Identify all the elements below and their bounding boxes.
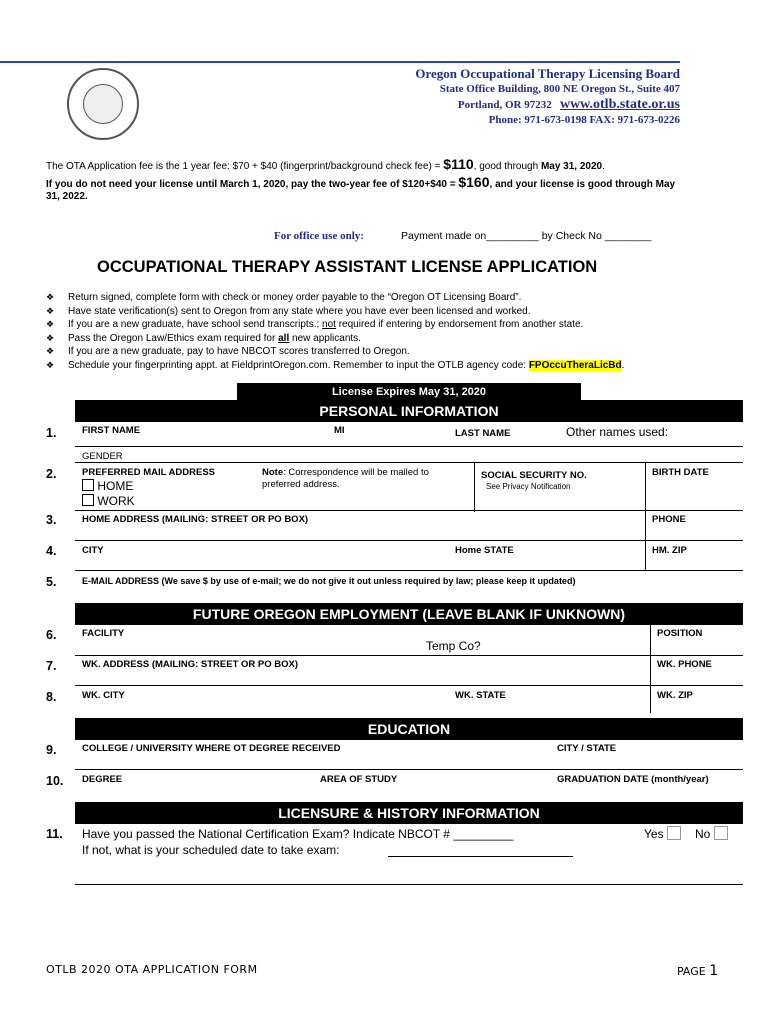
instruction-item [46, 359, 624, 373]
instruction-text: Schedule your fingerprinting appt. at FieldprintOregon.com. Remember to input the OTLB agency code: [68, 359, 529, 371]
row-divider [75, 685, 743, 686]
section-education: EDUCATION [75, 718, 743, 740]
instruction-period: . [621, 359, 625, 371]
column-divider [650, 625, 651, 655]
yes-checkbox[interactable] [667, 826, 681, 840]
work-option[interactable] [82, 494, 135, 508]
mail-note-label: Note [262, 467, 284, 478]
fee-line-2-good-through: , and your license is good through May [489, 179, 676, 190]
wk-state-field[interactable]: WK. STATE [455, 690, 506, 701]
footer-page-label: PAGE [677, 965, 710, 978]
board-city-line [458, 97, 680, 113]
column-divider [650, 685, 651, 713]
row-divider [75, 510, 743, 511]
home-state-field[interactable]: Home STATE [455, 545, 514, 556]
office-use-label: For office use only: [274, 230, 364, 242]
section-future-employment: FUTURE OREGON EMPLOYMENT (LEAVE BLANK IF UNKNOWN) [75, 603, 743, 625]
row-divider [75, 540, 743, 541]
instruction-item [46, 305, 624, 319]
wk-zip-field[interactable]: WK. ZIP [657, 690, 693, 701]
degree-field[interactable]: DEGREE [82, 774, 123, 785]
board-phone-fax: Phone: 971-673-0198 FAX: 971-673-0226 [488, 114, 680, 126]
home-address-field[interactable]: HOME ADDRESS (MAILING: STREET OR PO BOX) [82, 514, 309, 525]
fee-line-1-end: . [602, 161, 605, 172]
preferred-mail-label: PREFERRED MAIL ADDRESS [82, 467, 216, 478]
instructions-list [46, 291, 624, 372]
mail-note-text: : Correspondence will be mailed to [283, 467, 429, 478]
fee-line-1-good-through: , good through [473, 161, 541, 172]
home-option[interactable] [82, 479, 133, 493]
row-number: 7. [46, 659, 57, 673]
office-payment-line: Payment made on_________ by Check No ________ [401, 230, 652, 242]
column-divider [645, 510, 646, 540]
row-divider [75, 446, 743, 447]
college-city-state-field[interactable]: CITY / STATE [557, 743, 617, 754]
instruction-text-rest: required if entering by endorsement from another state. [335, 319, 584, 330]
footer-form-name: OTLB 2020 OTA APPLICATION FORM [46, 963, 258, 976]
instruction-item [46, 291, 624, 305]
position-field[interactable]: POSITION [657, 628, 703, 639]
work-option-label: WORK [97, 494, 135, 508]
board-city: Portland, OR 97232 [457, 99, 552, 111]
fee-1-year-amount: $110 [443, 156, 474, 172]
column-divider [650, 655, 651, 685]
fee-line-3: 31, 2022. [46, 191, 88, 202]
facility-field[interactable]: FACILITY [82, 628, 125, 639]
row-divider [75, 570, 743, 571]
home-checkbox[interactable] [82, 479, 94, 491]
row-number: 3. [46, 513, 57, 527]
row-divider [75, 462, 743, 463]
email-field[interactable]: E-MAIL ADDRESS (We save $ by use of e-mail; we do not give it out unless required by law; please keep it updated) [82, 576, 576, 586]
fee-line-2-text: If you do not need your license until March 1, 2020, pay the two-year fee of $120+$40 = [46, 179, 459, 190]
privacy-notification-link[interactable]: See Privacy Notification [486, 482, 571, 491]
instruction-item [46, 318, 624, 332]
graduation-date-field[interactable]: GRADUATION DATE (month/year) [557, 774, 709, 785]
other-names-field[interactable]: Other names used: [566, 425, 669, 439]
mail-note-line-2: preferred address. [262, 479, 340, 490]
first-name-field[interactable]: FIRST NAME [82, 425, 141, 436]
header-rule [0, 61, 680, 63]
row-divider [75, 655, 743, 656]
area-of-study-field[interactable]: AREA OF STUDY [320, 774, 398, 785]
instruction-text: Pass the Oregon Law/Ethics exam required for [68, 332, 279, 344]
row-divider [75, 884, 743, 885]
column-divider [645, 540, 646, 570]
ssn-field[interactable]: SOCIAL SECURITY NO. [481, 470, 587, 481]
fee-2-year-amount: $160 [458, 174, 490, 190]
row-number: 6. [46, 628, 57, 642]
fee-line-2 [46, 174, 675, 190]
exam-date-input[interactable] [388, 856, 573, 857]
instruction-all-emphasis: all [278, 332, 290, 344]
section-licensure-history: LICENSURE & HISTORY INFORMATION [75, 802, 743, 824]
column-divider [645, 462, 646, 512]
row-number: 5. [46, 575, 57, 589]
column-divider [474, 462, 475, 512]
city-field[interactable]: CITY [82, 545, 104, 556]
no-option[interactable] [695, 826, 728, 841]
agency-code-highlight: FPOccuTheraLicBd [528, 359, 622, 371]
birth-date-field[interactable]: BIRTH DATE [652, 467, 709, 478]
board-website-link[interactable]: www.otlb.state.or.us [559, 97, 680, 112]
row-number: 10. [46, 774, 64, 788]
row-number: 11. [46, 827, 63, 841]
nbcot-question[interactable]: Have you passed the National Certification Exam? Indicate NBCOT # _________ [82, 827, 514, 841]
phone-field[interactable]: PHONE [652, 514, 686, 525]
state-seal-icon [67, 68, 139, 140]
hm-zip-field[interactable]: HM. ZIP [652, 545, 687, 556]
home-option-label: HOME [97, 479, 134, 493]
wk-phone-field[interactable]: WK. PHONE [657, 659, 712, 670]
instruction-text: If you are a new graduate, pay to have NBCOT scores transferred to Oregon. [68, 346, 410, 357]
yes-option[interactable] [644, 826, 681, 841]
last-name-field[interactable]: LAST NAME [455, 428, 511, 439]
row-divider [75, 769, 743, 770]
page-title: OCCUPATIONAL THERAPY ASSISTANT LICENSE APPLICATION [97, 258, 598, 276]
wk-city-field[interactable]: WK. CITY [82, 690, 125, 701]
license-expires-banner: License Expires May 31, 2020 [237, 383, 581, 401]
instruction-text: Have state verification(s) sent to Oregon from any state where you have ever been licensed and worked. [68, 305, 531, 317]
instruction-item [46, 332, 624, 346]
fee-line-1-text: The OTA Application fee is the 1 year fee: $70 + $40 (fingerprint/background check fee) = [46, 161, 444, 172]
board-address: State Office Building, 800 NE Oregon St., Suite 407 [439, 83, 680, 95]
instruction-item [46, 345, 624, 359]
temp-co-field[interactable]: Temp Co? [426, 639, 481, 653]
instruction-not-emphasis: not [322, 319, 336, 330]
mi-field[interactable]: MI [334, 425, 345, 436]
college-field[interactable]: COLLEGE / UNIVERSITY WHERE OT DEGREE RECEIVED [82, 743, 341, 754]
exam-date-question: If not, what is your scheduled date to take exam: [82, 843, 340, 857]
no-checkbox[interactable] [714, 826, 728, 840]
instruction-text-rest: new applicants. [289, 332, 361, 344]
no-label: No [695, 827, 711, 841]
fee-line-1 [46, 156, 605, 172]
footer-page-num: 1 [709, 963, 719, 979]
section-personal-information: PERSONAL INFORMATION [75, 400, 743, 422]
row-number: 9. [46, 743, 57, 757]
instruction-text: Return signed, complete form with check or money order payable to the “Oregon OT Licensing Board”. [68, 292, 522, 303]
gender-field[interactable]: GENDER [82, 451, 123, 462]
row-number: 2. [46, 467, 57, 481]
footer-page-number [677, 960, 718, 979]
board-name: Oregon Occupational Therapy Licensing Board [415, 66, 680, 81]
fee-1-year-date: May 31, 2020 [540, 161, 603, 172]
row-number: 4. [46, 544, 57, 558]
row-number: 1. [46, 426, 57, 440]
mail-note [262, 467, 429, 478]
row-number: 8. [46, 690, 57, 704]
wk-address-field[interactable]: WK. ADDRESS (MAILING: STREET OR PO BOX) [82, 659, 299, 670]
work-checkbox[interactable] [82, 494, 94, 506]
instruction-text: If you are a new graduate, have school send transcripts.; [68, 319, 323, 330]
yes-label: Yes [644, 827, 664, 841]
